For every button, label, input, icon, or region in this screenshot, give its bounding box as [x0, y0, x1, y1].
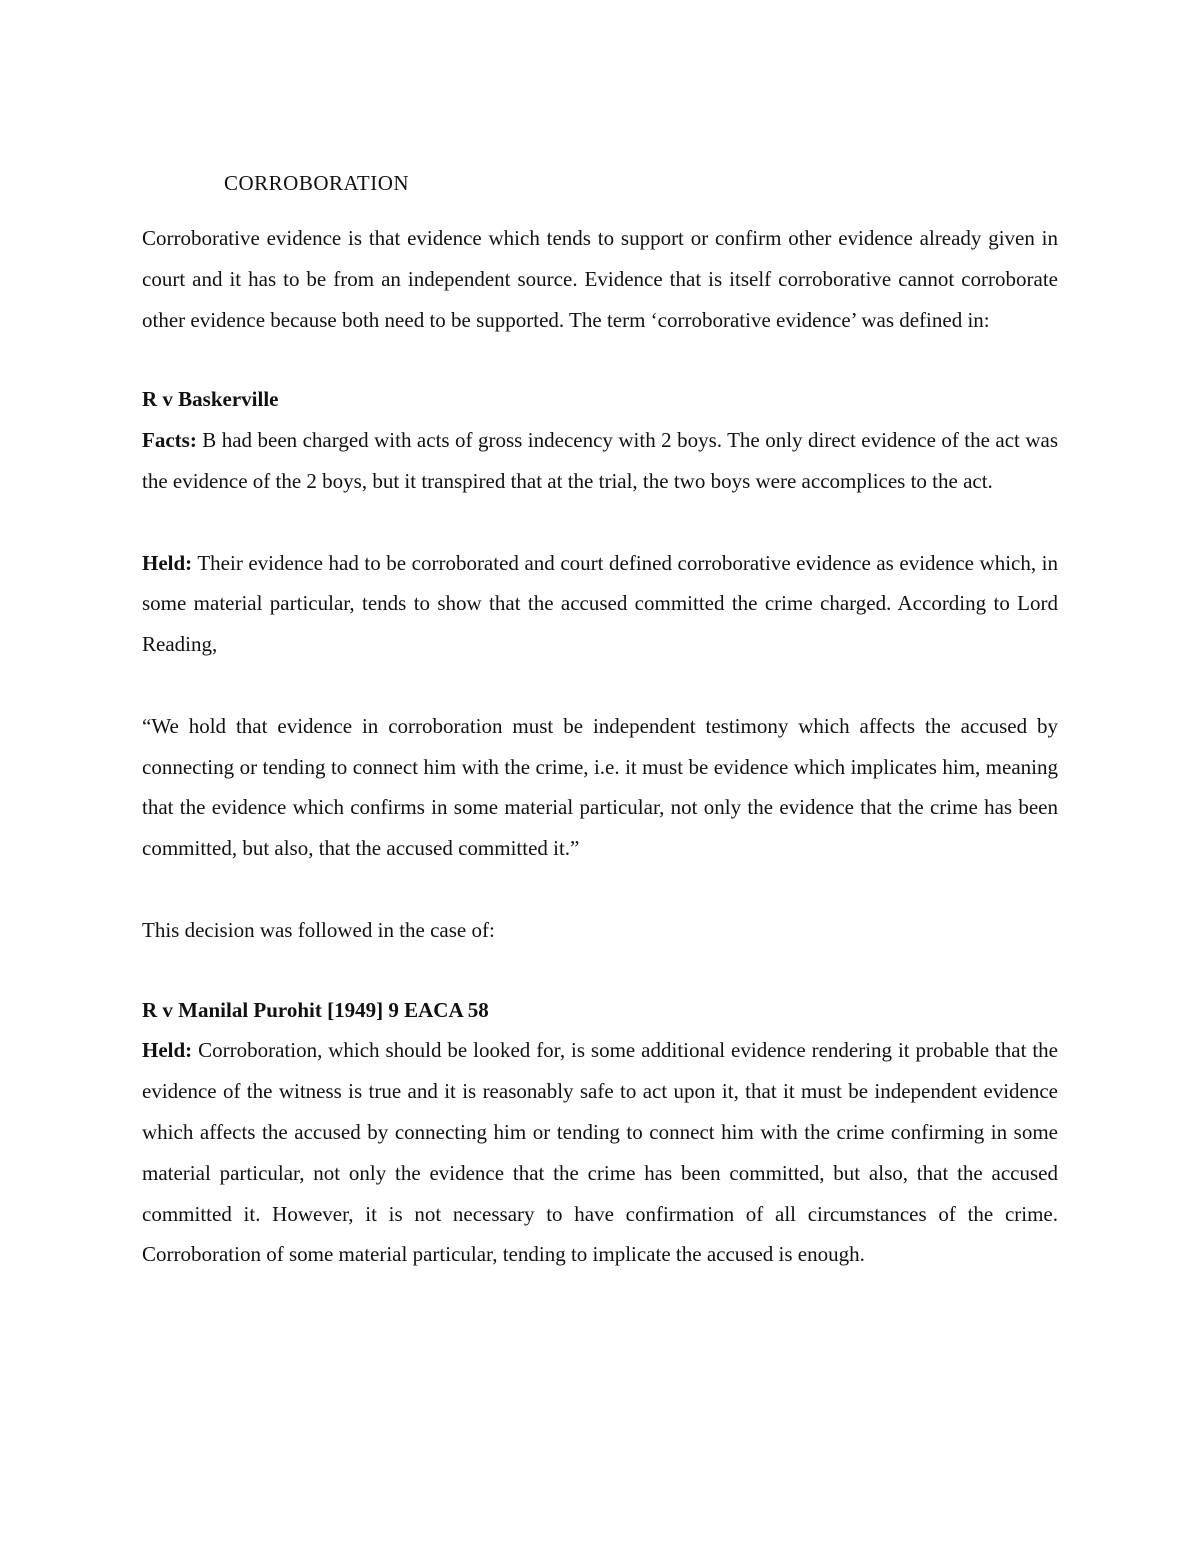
case-heading-manilal-purohit: R v Manilal Purohit [1949] 9 EACA 58 [142, 997, 489, 1022]
followed-sentence: This decision was followed in the case of: [142, 917, 495, 942]
held-paragraph-baskerville [142, 543, 1058, 665]
document-body [142, 166, 1058, 1275]
facts-label: Facts: [142, 428, 197, 453]
facts-paragraph [142, 420, 1058, 502]
held-paragraph-manilal [142, 1030, 1058, 1275]
lord-reading-quote: “We hold that evidence in corroboration must be independent testimony which affects the accused by connecting or tending to connect him with the crime, i.e. it must be evidence which implicates him, meaning that the evidence which confirms in some material particular, not only the evidence that the crime has been committed, but also, that the accused committed it.” [142, 713, 1058, 861]
held-label: Held: [142, 1038, 193, 1063]
case-heading-baskerville: R v Baskerville [142, 387, 279, 412]
intro-paragraph: Corroborative evidence is that evidence which tends to support or confirm other evidence already given in court and it has to be from an independent source. Evidence that is itself corroborative cannot corroborate other evidence because both need to be supported. The term ‘corroborative evidence’ was defined in: [142, 226, 1058, 332]
held-text: Corroboration, which should be looked for, is some additional evidence rendering it probable that the evidence of the witness is true and it is reasonably safe to act upon it, that it must be independent evidence which affects the accused by connecting him or tending to connect him with the crime confirming in some material particular, not only the evidence that the crime has been committed, but also, that the accused committed it. However, it is not necessary to have confirmation of all circumstances of the crime. Corroboration of some material particular, tending to implicate the accused is enough. [142, 1038, 1058, 1267]
facts-text: B had been charged with acts of gross indecency with 2 boys. The only direct evidence of the act was the evidence of the 2 boys, but it transpired that at the trial, the two boys were accomplices to the act. [142, 428, 1058, 493]
held-label: Held: [142, 550, 193, 575]
held-text: Their evidence had to be corroborated and court defined corroborative evidence as evidence which, in some material particular, tends to show that the accused committed the crime charged. According to Lord Reading, [142, 550, 1058, 657]
document-title: CORROBORATION [224, 171, 410, 195]
